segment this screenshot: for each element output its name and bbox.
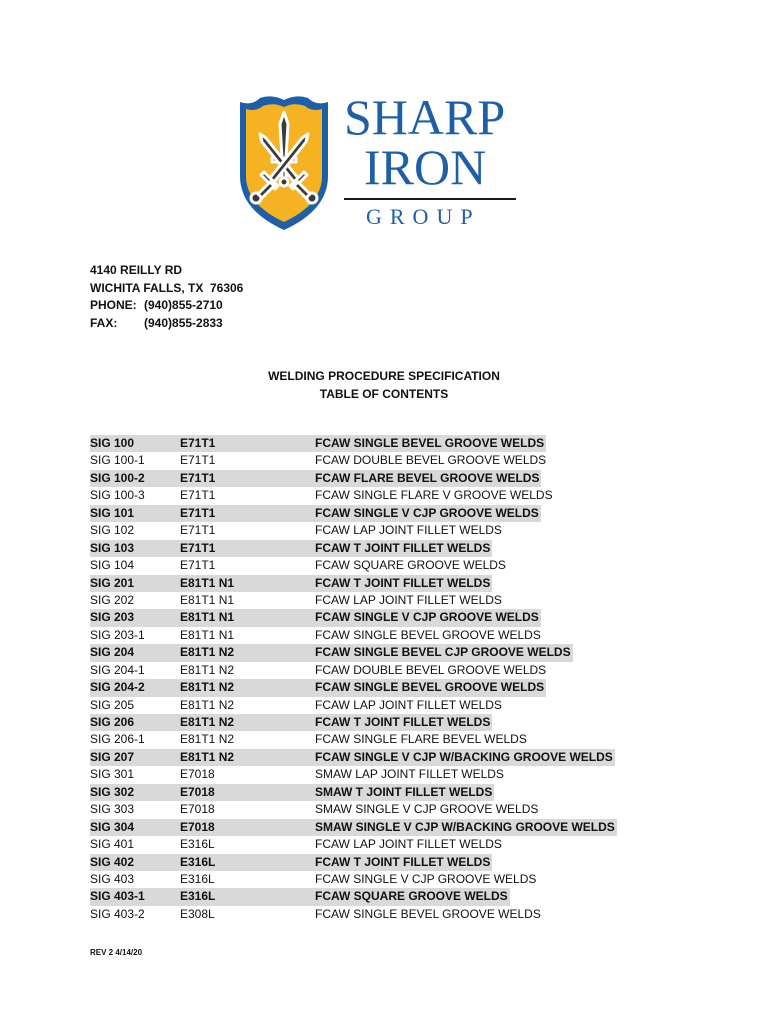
company-logo xyxy=(236,88,526,233)
toc-description: FCAW SINGLE BEVEL CJP GROOVE WELDS xyxy=(315,644,573,661)
toc-row xyxy=(90,749,650,766)
toc-code: SIG 103 xyxy=(90,540,180,557)
toc-description: FCAW SINGLE BEVEL GROOVE WELDS xyxy=(315,627,541,642)
heading-subtitle: TABLE OF CONTENTS xyxy=(319,387,449,401)
toc-description: FCAW LAP JOINT FILLET WELDS xyxy=(315,592,502,607)
toc-description: FCAW T JOINT FILLET WELDS xyxy=(315,854,492,871)
toc-code: SIG 104 xyxy=(90,558,135,573)
toc-row xyxy=(90,871,650,888)
toc-code: SIG 207 xyxy=(90,749,180,766)
toc-electrode: E71T1 xyxy=(180,540,315,557)
toc-electrode: E71T1 xyxy=(180,470,315,487)
toc-code: SIG 302 xyxy=(90,784,180,801)
toc-description: FCAW SQUARE GROOVE WELDS xyxy=(315,888,510,905)
toc-code: SIG 202 xyxy=(90,592,135,607)
toc-row xyxy=(90,836,650,853)
toc-electrode: E316L xyxy=(180,854,315,871)
toc-electrode: E81T1 N2 xyxy=(180,644,315,661)
toc-description: FCAW FLARE BEVEL GROOVE WELDS xyxy=(315,470,541,487)
toc-code: SIG 304 xyxy=(90,819,180,836)
toc-code: SIG 402 xyxy=(90,854,180,871)
toc-electrode: E81T1 N1 xyxy=(180,592,235,607)
toc-description: SMAW SINGLE V CJP W/BACKING GROOVE WELDS xyxy=(315,819,617,836)
toc-code: SIG 203-1 xyxy=(90,627,145,642)
toc-electrode: E308L xyxy=(180,906,215,921)
address-city: WICHITA FALLS, TX 76306 xyxy=(90,280,244,295)
phone-label: PHONE: xyxy=(90,298,137,312)
company-address xyxy=(90,262,243,332)
toc-code: SIG 100-2 xyxy=(90,470,180,487)
table-of-contents xyxy=(90,435,650,923)
toc-row xyxy=(90,609,650,626)
toc-code: SIG 206-1 xyxy=(90,732,145,747)
toc-code: SIG 100 xyxy=(90,435,180,452)
toc-description: FCAW SINGLE V CJP GROOVE WELDS xyxy=(315,505,541,522)
toc-electrode: E316L xyxy=(180,871,215,886)
toc-code: SIG 201 xyxy=(90,575,180,592)
toc-code: SIG 403 xyxy=(90,871,135,886)
toc-code: SIG 403-2 xyxy=(90,906,145,921)
toc-description: FCAW SINGLE BEVEL GROOVE WELDS xyxy=(315,906,541,921)
toc-description: FCAW T JOINT FILLET WELDS xyxy=(315,575,492,592)
toc-description: FCAW SINGLE FLARE V GROOVE WELDS xyxy=(315,488,553,503)
toc-row xyxy=(90,592,650,609)
toc-row xyxy=(90,505,650,522)
toc-description: FCAW LAP JOINT FILLET WELDS xyxy=(315,837,502,852)
shield-swords-icon xyxy=(236,94,332,232)
toc-row xyxy=(90,801,650,818)
toc-electrode: E81T1 N2 xyxy=(180,732,235,747)
revision-note: REV 2 4/14/20 xyxy=(90,948,143,957)
toc-description: FCAW DOUBLE BEVEL GROOVE WELDS xyxy=(315,453,547,468)
toc-code: SIG 100-3 xyxy=(90,488,145,503)
brand-line-group: GROUP xyxy=(366,204,481,229)
toc-code: SIG 401 xyxy=(90,837,135,852)
toc-description: FCAW LAP JOINT FILLET WELDS xyxy=(315,697,502,712)
toc-code: SIG 206 xyxy=(90,714,180,731)
toc-code: SIG 303 xyxy=(90,802,135,817)
toc-row xyxy=(90,557,650,574)
address-phone xyxy=(90,297,243,315)
toc-row xyxy=(90,714,650,731)
toc-description: FCAW T JOINT FILLET WELDS xyxy=(315,540,492,557)
toc-electrode: E71T1 xyxy=(180,523,216,538)
toc-electrode: E71T1 xyxy=(180,558,216,573)
toc-description: FCAW SINGLE V CJP GROOVE WELDS xyxy=(315,609,541,626)
toc-code: SIG 301 xyxy=(90,767,135,782)
heading-title: WELDING PROCEDURE SPECIFICATION xyxy=(268,369,500,383)
toc-row xyxy=(90,662,650,679)
address-fax xyxy=(90,315,243,333)
toc-row xyxy=(90,522,650,539)
toc-description: FCAW T JOINT FILLET WELDS xyxy=(315,714,492,731)
toc-code: SIG 102 xyxy=(90,523,135,538)
toc-description: FCAW SINGLE BEVEL GROOVE WELDS xyxy=(315,435,546,452)
toc-row xyxy=(90,784,650,801)
toc-code: SIG 203 xyxy=(90,609,180,626)
phone-number: (940)855-2710 xyxy=(144,298,223,312)
toc-row xyxy=(90,644,650,661)
toc-description: FCAW SQUARE GROOVE WELDS xyxy=(315,558,506,573)
toc-row xyxy=(90,888,650,905)
toc-electrode: E81T1 N1 xyxy=(180,609,315,626)
toc-electrode: E71T1 xyxy=(180,435,315,452)
toc-electrode: E81T1 N1 xyxy=(180,627,235,642)
toc-electrode: E81T1 N2 xyxy=(180,679,315,696)
toc-row xyxy=(90,452,650,469)
toc-row xyxy=(90,470,650,487)
toc-row xyxy=(90,627,650,644)
toc-description: FCAW SINGLE BEVEL GROOVE WELDS xyxy=(315,679,546,696)
toc-row xyxy=(90,766,650,783)
brand-divider xyxy=(344,198,516,200)
toc-code: SIG 101 xyxy=(90,505,180,522)
toc-row xyxy=(90,435,650,452)
toc-row xyxy=(90,731,650,748)
toc-row xyxy=(90,575,650,592)
toc-description: FCAW DOUBLE BEVEL GROOVE WELDS xyxy=(315,662,547,677)
toc-row xyxy=(90,487,650,504)
toc-row xyxy=(90,906,650,923)
toc-code: SIG 100-1 xyxy=(90,453,145,468)
fax-number: (940)855-2833 xyxy=(144,315,223,330)
toc-electrode: E7018 xyxy=(180,767,215,782)
toc-electrode: E316L xyxy=(180,837,215,852)
toc-electrode: E71T1 xyxy=(180,453,216,468)
fax-label: FAX: xyxy=(90,315,118,330)
toc-row xyxy=(90,854,650,871)
toc-electrode: E81T1 N2 xyxy=(180,714,315,731)
toc-electrode: E71T1 xyxy=(180,505,315,522)
brand-line-sharp: SHARP xyxy=(344,89,506,145)
toc-electrode: E71T1 xyxy=(180,488,216,503)
toc-description: SMAW SINGLE V CJP GROOVE WELDS xyxy=(315,802,539,817)
toc-electrode: E81T1 N2 xyxy=(180,697,235,712)
toc-row xyxy=(90,819,650,836)
toc-code: SIG 204-1 xyxy=(90,662,145,677)
toc-electrode: E7018 xyxy=(180,802,215,817)
toc-code: SIG 204 xyxy=(90,644,180,661)
toc-electrode: E81T1 N1 xyxy=(180,575,315,592)
toc-electrode: E316L xyxy=(180,888,315,905)
toc-electrode: E7018 xyxy=(180,784,315,801)
toc-code: SIG 403-1 xyxy=(90,888,180,905)
toc-description: FCAW SINGLE V CJP W/BACKING GROOVE WELDS xyxy=(315,749,615,766)
toc-electrode: E81T1 N2 xyxy=(180,662,235,677)
toc-description: FCAW SINGLE FLARE BEVEL WELDS xyxy=(315,732,527,747)
toc-code: SIG 205 xyxy=(90,697,135,712)
document-heading xyxy=(0,367,768,403)
toc-code: SIG 204-2 xyxy=(90,679,180,696)
address-street: 4140 REILLY RD xyxy=(90,263,183,277)
toc-row xyxy=(90,679,650,696)
brand-line-iron: IRON xyxy=(364,139,487,195)
toc-electrode: E81T1 N2 xyxy=(180,749,315,766)
toc-description: SMAW T JOINT FILLET WELDS xyxy=(315,784,494,801)
toc-description: FCAW SINGLE V CJP GROOVE WELDS xyxy=(315,871,537,886)
toc-row xyxy=(90,697,650,714)
toc-row xyxy=(90,540,650,557)
toc-description: FCAW LAP JOINT FILLET WELDS xyxy=(315,523,502,538)
toc-description: SMAW LAP JOINT FILLET WELDS xyxy=(315,767,504,782)
toc-electrode: E7018 xyxy=(180,819,315,836)
